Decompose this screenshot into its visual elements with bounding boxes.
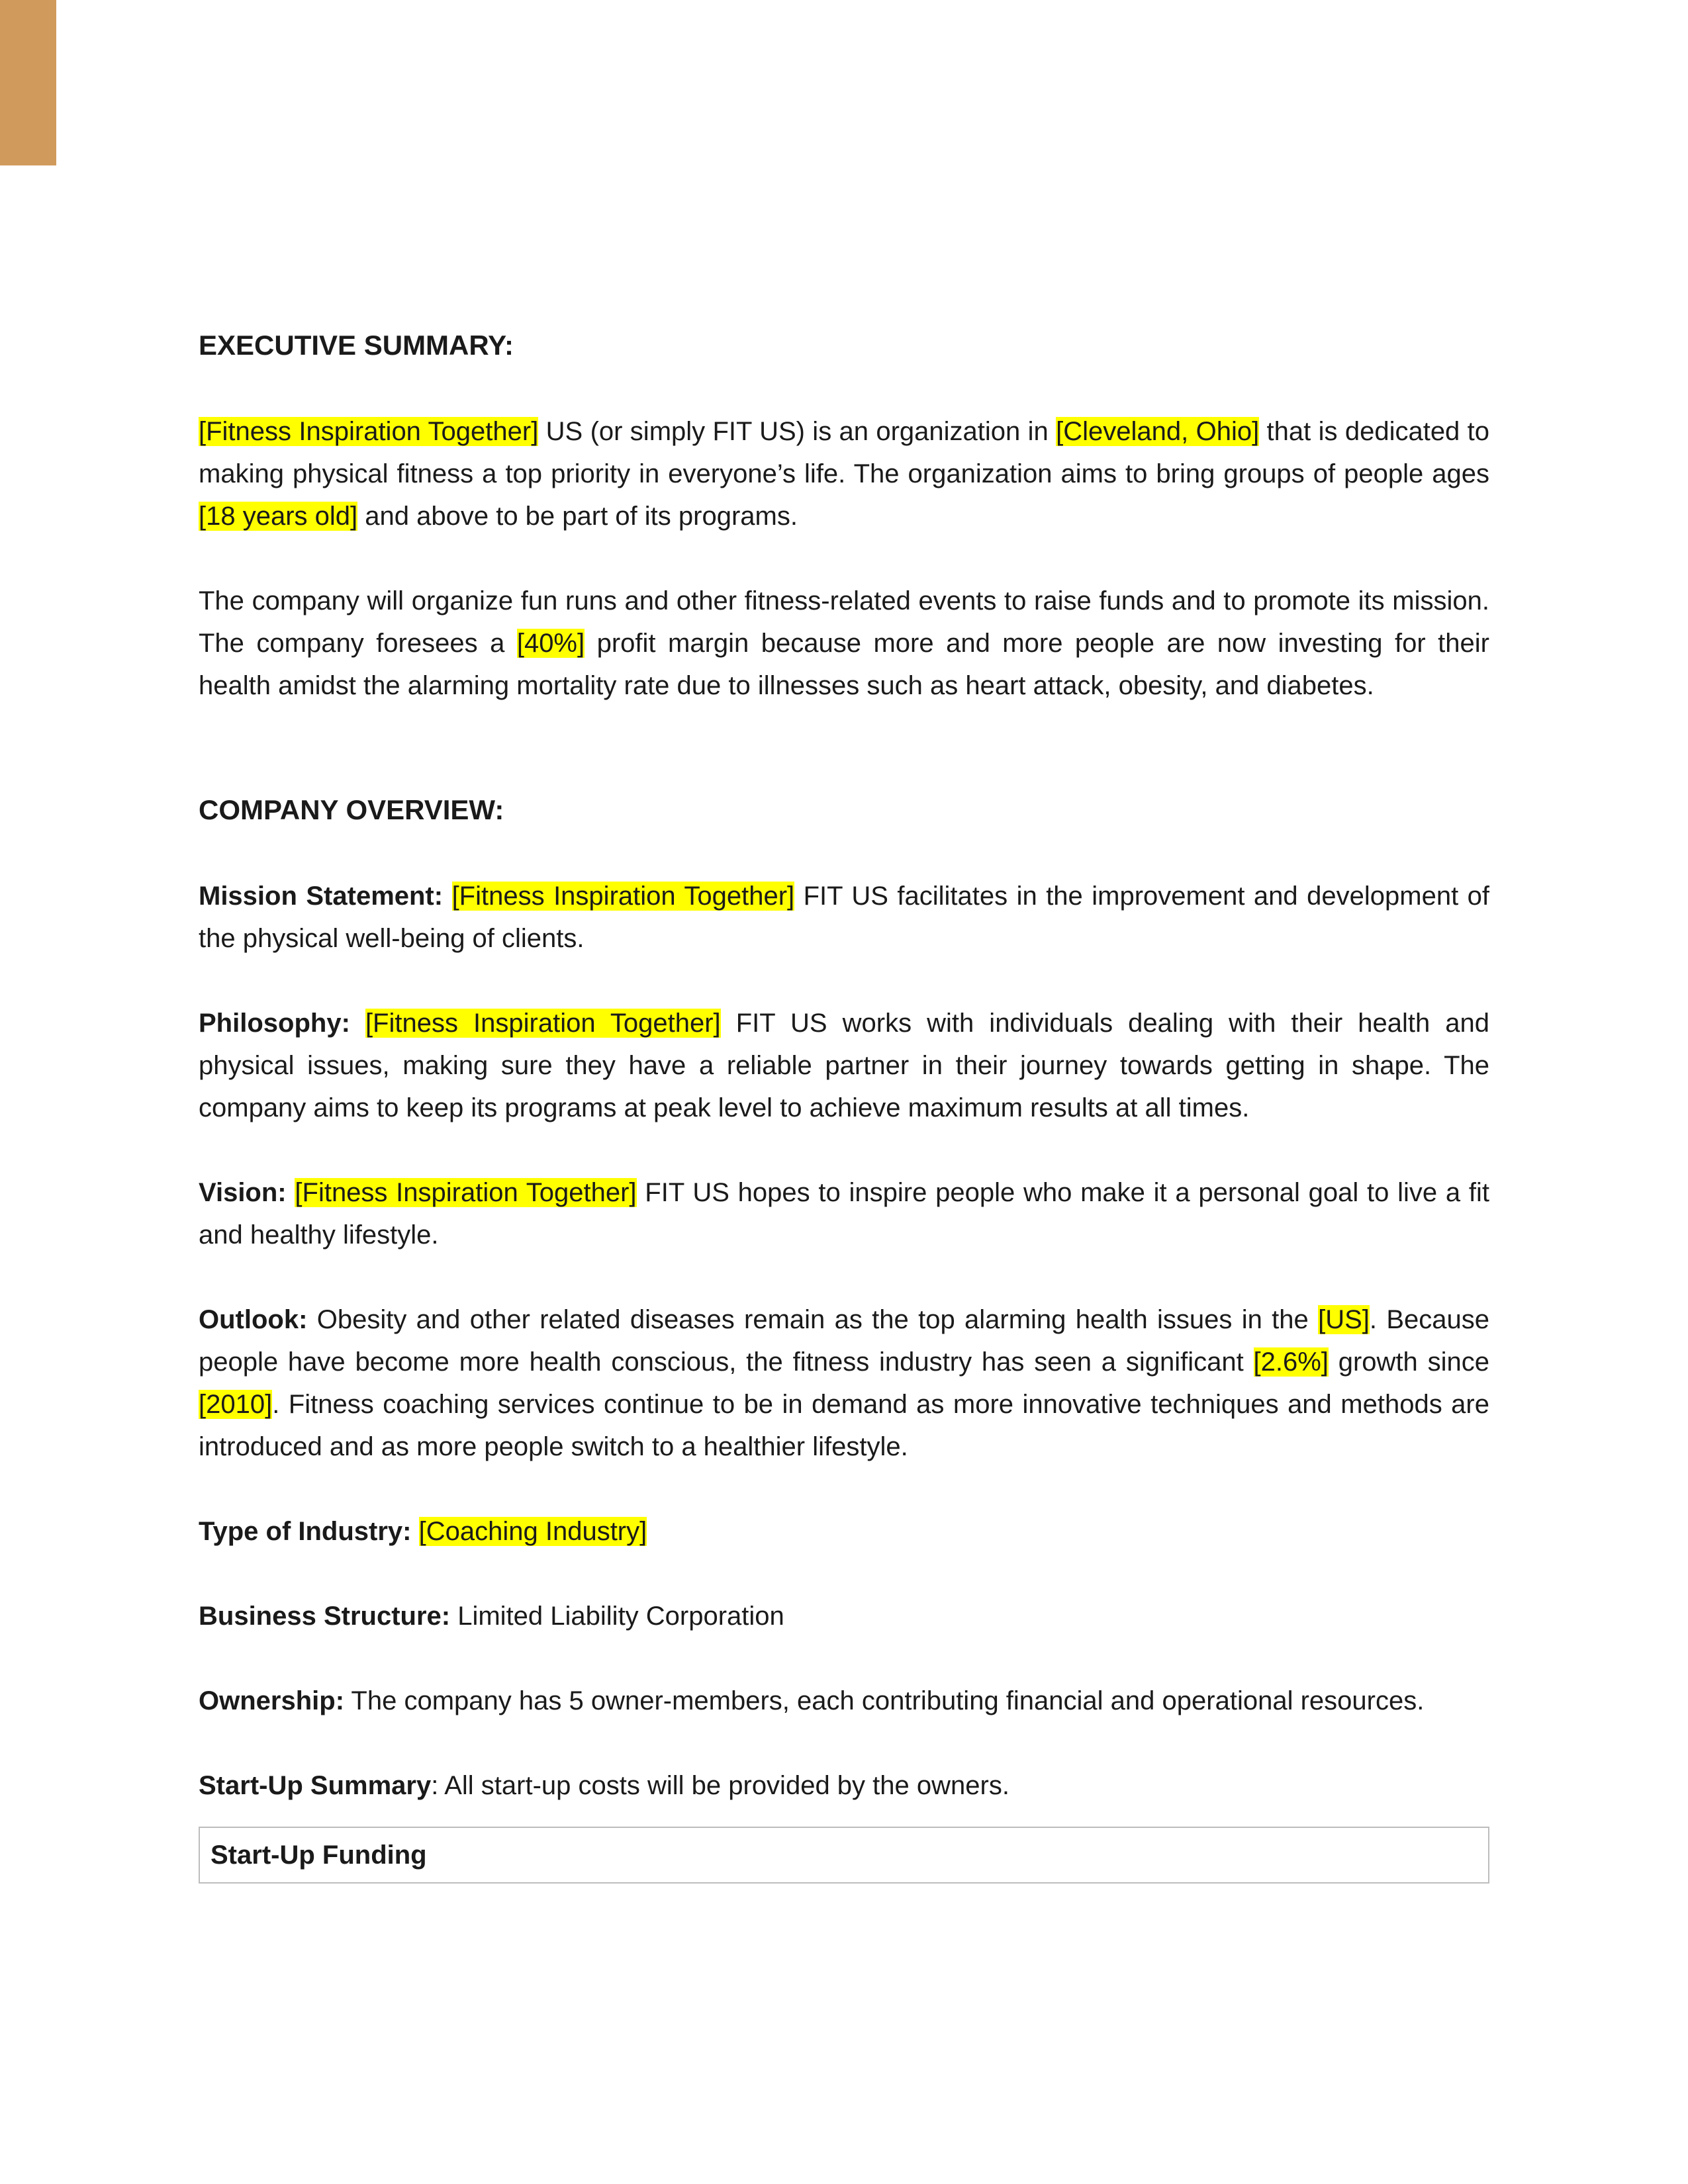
document-body — [199, 311, 1489, 1884]
outlook-label: Outlook: — [199, 1305, 308, 1334]
industry-type — [199, 1510, 1489, 1553]
text-segment: FIT US hopes to inspire people who make it a personal goal to live a fit and healthy lifestyle. — [199, 1178, 1489, 1250]
text-segment: profit margin because more and more people are now investing for their health amidst the alarming mortality rate due to illnesses such as heart attack, obesity, and diabetes. — [199, 629, 1489, 700]
highlight-company-name: [Fitness Inspiration Together] — [451, 882, 795, 911]
industry-label: Type of Industry: — [199, 1517, 412, 1546]
vision-label: Vision: — [199, 1178, 287, 1207]
text-segment: US (or simply FIT US) is an organization in — [538, 417, 1056, 446]
mission-label: Mission Statement: — [199, 882, 444, 911]
vision-statement — [199, 1171, 1489, 1256]
ownership-label: Ownership: — [199, 1686, 345, 1715]
text-segment: The company will organize fun runs and other fitness-related events to raise funds and to promote its mission. The company foresees a — [199, 586, 1489, 658]
philosophy-statement — [199, 1002, 1489, 1129]
startup-label: Start-Up Summary — [199, 1771, 432, 1800]
text-segment: . Because people have become more health conscious, the fitness industry has seen a significant — [199, 1305, 1490, 1377]
mission-statement — [199, 875, 1489, 960]
text-segment: Limited Liability Corporation — [450, 1602, 784, 1631]
philosophy-label: Philosophy: — [199, 1009, 350, 1038]
highlight-age: [18 years old] — [199, 502, 358, 531]
startup-funding-table-header: Start-Up Funding — [199, 1827, 1489, 1884]
text-segment: FIT US facilitates in the improvement and development of the physical well-being of clients. — [199, 882, 1490, 953]
highlight-location: [Cleveland, Ohio] — [1056, 417, 1260, 446]
text-segment: FIT US works with individuals dealing with their health and physical issues, making sure they have a reliable partner in their journey towards getting in shape. The company aims to keep its programs at peak level to achieve maximum results at all times. — [199, 1009, 1489, 1122]
business-structure — [199, 1595, 1489, 1637]
company-overview-heading: COMPANY OVERVIEW: — [199, 794, 504, 825]
executive-summary-heading: EXECUTIVE SUMMARY: — [199, 330, 514, 361]
highlight-industry: [Coaching Industry] — [418, 1517, 647, 1546]
highlight-company-name: [Fitness Inspiration Together] — [199, 417, 539, 446]
text-segment: : All start-up costs will be provided by the owners. — [431, 1771, 1009, 1800]
text-segment: . Fitness coaching services continue to be in demand as more innovative techniques and methods are introduced and as more people switch to a healthier lifestyle. — [199, 1390, 1489, 1461]
outlook-statement — [199, 1298, 1489, 1468]
highlight-company-name: [Fitness Inspiration Together] — [365, 1009, 721, 1038]
highlight-year: [2010] — [199, 1390, 273, 1419]
text-segment: growth since — [1328, 1347, 1489, 1377]
text-segment: that is dedicated to making physical fitness a top priority in everyone’s life. The organization aims to bring groups of people ages — [199, 417, 1490, 488]
highlight-growth: [2.6%] — [1253, 1347, 1329, 1377]
highlight-profit-margin: [40%] — [516, 629, 585, 658]
highlight-company-name: [Fitness Inspiration Together] — [295, 1178, 637, 1207]
corner-accent-tab — [0, 0, 56, 165]
structure-label: Business Structure: — [199, 1602, 451, 1631]
text-segment: The company has 5 owner-members, each contributing financial and operational resources. — [344, 1686, 1425, 1715]
executive-summary-paragraph-2 — [199, 580, 1489, 707]
executive-summary-paragraph-1 — [199, 410, 1489, 537]
text-segment: and above to be part of its programs. — [357, 502, 798, 531]
startup-summary — [199, 1764, 1489, 1807]
ownership-statement — [199, 1680, 1489, 1722]
highlight-country: [US] — [1318, 1305, 1370, 1334]
text-segment: Obesity and other related diseases remain as the top alarming health issues in the — [307, 1305, 1319, 1334]
